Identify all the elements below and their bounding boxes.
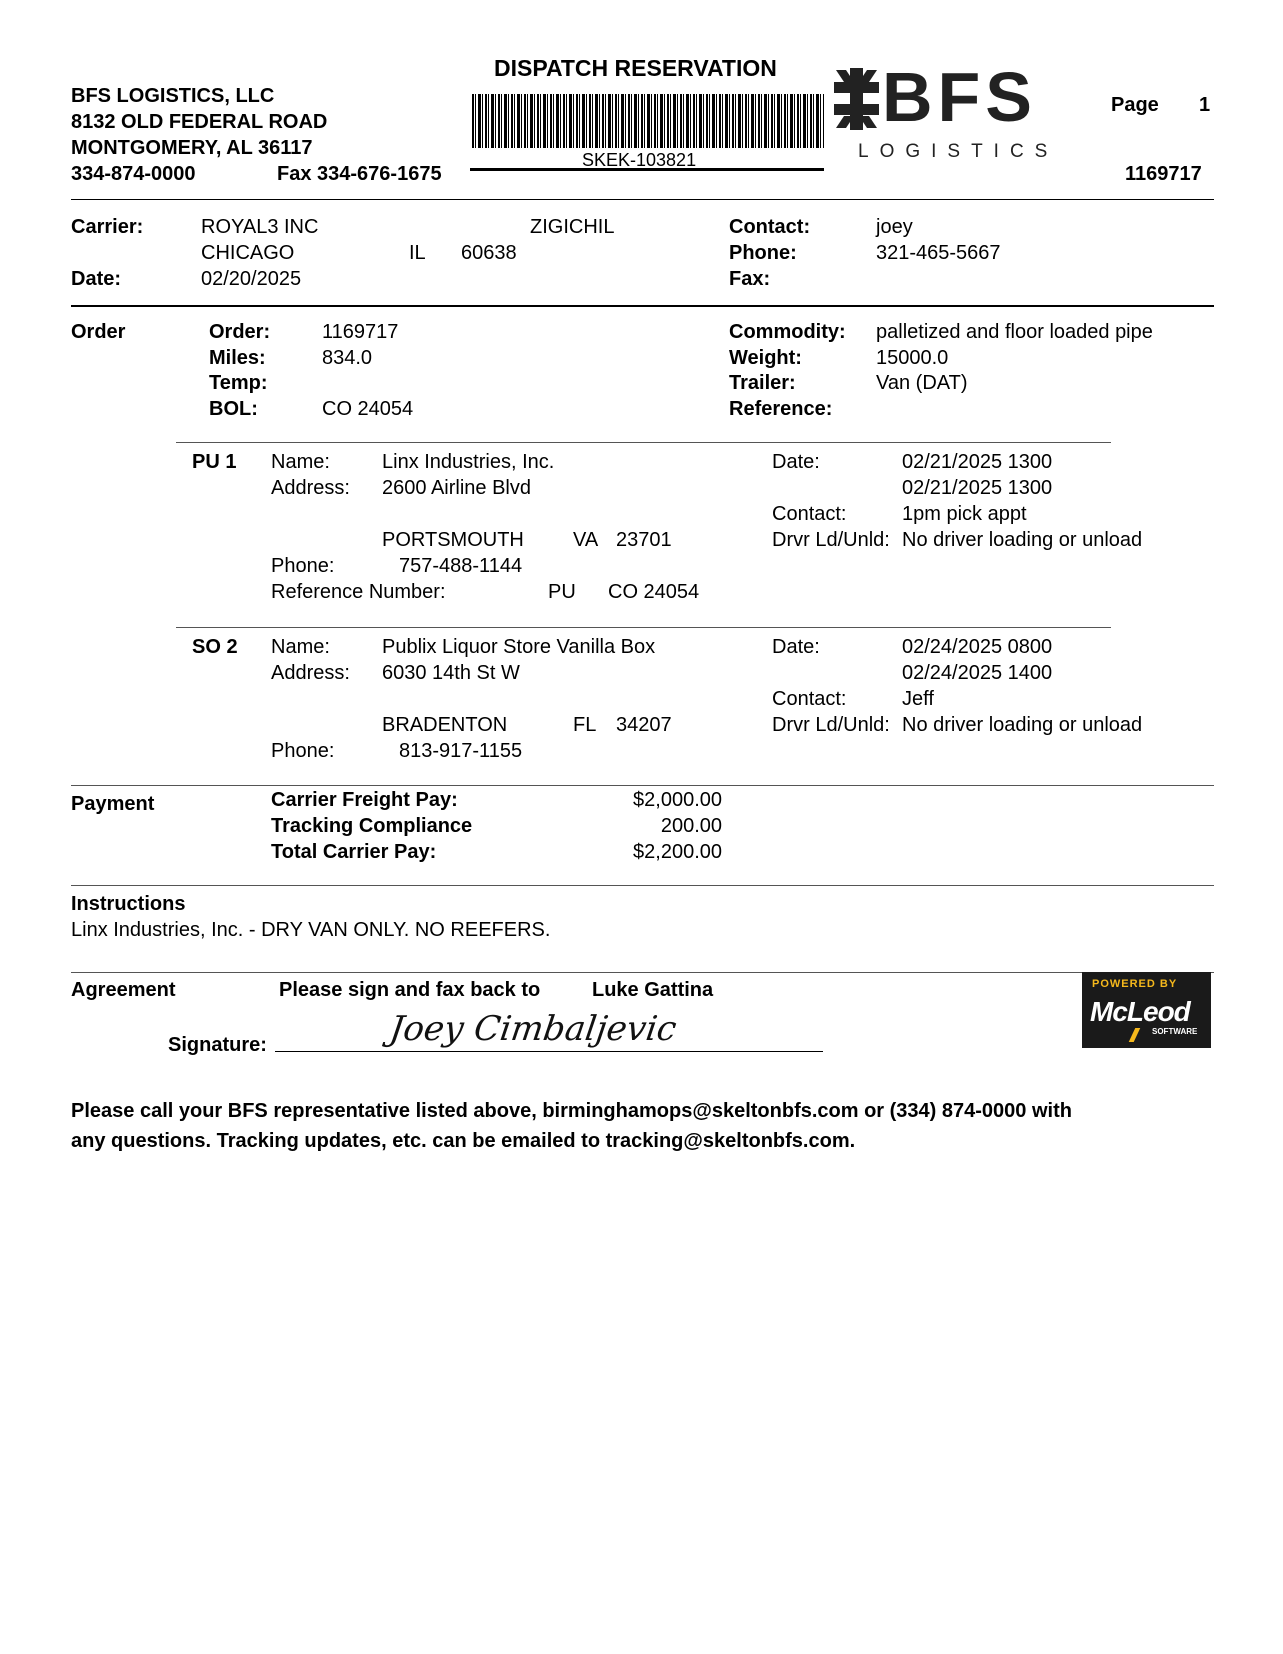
mcleod-badge <box>1082 972 1211 1048</box>
instructions-text: Linx Industries, Inc. - DRY VAN ONLY. NO REEFERS. <box>71 919 551 941</box>
stop-contact-label: Contact: <box>772 503 847 525</box>
carrier-state: IL <box>409 242 426 264</box>
phone-label: Phone: <box>729 242 797 264</box>
payment-label: Tracking Compliance <box>271 815 473 837</box>
carrier-city: CHICAGO <box>201 242 295 264</box>
stop-zip: 23701 <box>616 529 672 551</box>
stop-state: FL <box>573 714 597 736</box>
stop-name-label: Name: <box>271 451 330 473</box>
payment-label: Carrier Freight Pay: <box>271 789 458 811</box>
stop-address: 6030 14th St W <box>382 662 520 684</box>
driver-load-value: No driver loading or unload <box>902 529 1143 551</box>
payment-value: $2,200.00 <box>633 841 722 863</box>
document-title: DISPATCH RESERVATION <box>494 55 777 81</box>
stop-date-from: 02/24/2025 0800 <box>902 636 1053 658</box>
stop-tag: SO 2 <box>192 636 238 658</box>
sign-instructions: Please sign and fax back to <box>279 979 541 1001</box>
carrier-name: ROYAL3 INC <box>201 216 319 238</box>
payment-section-label: Payment <box>71 793 155 815</box>
stop-phone-label: Phone: <box>271 555 335 577</box>
divider <box>176 627 1111 628</box>
reference-value: CO 24054 <box>608 581 700 603</box>
commodity-label: Commodity: <box>729 321 846 343</box>
driver-load-label: Drvr Ld/Unld: <box>772 714 890 736</box>
stop-name: Linx Industries, Inc. <box>382 451 555 473</box>
stop-contact-label: Contact: <box>772 688 847 710</box>
stop-address-label: Address: <box>271 662 350 684</box>
divider <box>176 442 1111 443</box>
badge-main-text: McLeod <box>1090 996 1190 1027</box>
company-name: BFS LOGISTICS, LLC <box>71 85 275 107</box>
carrier-contact: joey <box>876 216 913 238</box>
divider <box>71 972 1214 973</box>
carrier-code: ZIGICHIL <box>530 216 615 238</box>
carrier-phone: 321-465-5667 <box>876 242 1001 264</box>
signature-line[interactable] <box>275 1051 823 1052</box>
stop-phone-label: Phone: <box>271 740 335 762</box>
contact-label: Contact: <box>729 216 811 238</box>
stop-phone: 757-488-1144 <box>399 555 523 577</box>
commodity-value: palletized and floor loaded pipe <box>876 321 1153 343</box>
date-label: Date: <box>71 268 122 290</box>
stop-date-to: 02/24/2025 1400 <box>902 662 1053 684</box>
instructions-section-label: Instructions <box>71 893 186 915</box>
fax-label: Fax: <box>729 268 771 290</box>
stop-date-to: 02/21/2025 1300 <box>902 477 1053 499</box>
stop-city: BRADENTON <box>382 714 508 736</box>
signature: Joey Cimbaljevic <box>387 1009 679 1049</box>
temp-label: Temp: <box>209 372 268 394</box>
stop-address-label: Address: <box>271 477 350 499</box>
driver-load-label: Drvr Ld/Unld: <box>772 529 890 551</box>
payment-value: $2,000.00 <box>633 789 722 811</box>
payment-value: 200.00 <box>660 815 722 837</box>
carrier-zip: 60638 <box>461 242 517 264</box>
trailer-value: Van (DAT) <box>876 372 968 394</box>
stop-contact: Jeff <box>902 688 934 710</box>
stop-state: VA <box>573 529 599 551</box>
barcode <box>472 94 824 148</box>
stop-contact: 1pm pick appt <box>902 503 1027 525</box>
miles-value: 834.0 <box>322 347 373 369</box>
badge-sub-text: SOFTWARE <box>1152 1027 1198 1036</box>
logo-sub-text: LOGISTICS <box>858 141 1059 162</box>
stop-address: 2600 Airline Blvd <box>382 477 531 499</box>
stop-date-from: 02/21/2025 1300 <box>902 451 1053 473</box>
barcode-text: SKEK-103821 <box>582 150 697 170</box>
stop-date-label: Date: <box>772 451 820 473</box>
agreement-section-label: Agreement <box>71 979 176 1001</box>
order-label: Order: <box>209 321 271 343</box>
company-phone: 334-874-0000 <box>71 163 196 185</box>
payment-label: Total Carrier Pay: <box>271 841 437 863</box>
bol-value: CO 24054 <box>322 398 414 420</box>
badge-accent <box>1129 1028 1141 1042</box>
divider <box>71 785 1214 786</box>
driver-load-value: No driver loading or unload <box>902 714 1143 736</box>
carrier-date: 02/20/2025 <box>201 268 302 290</box>
company-city: MONTGOMERY, AL 36117 <box>71 137 313 159</box>
company-street: 8132 OLD FEDERAL ROAD <box>71 111 328 133</box>
divider <box>71 305 1214 307</box>
reference-number-label: Reference Number: <box>271 581 446 603</box>
stop-name: Publix Liquor Store Vanilla Box <box>382 636 656 658</box>
stop-phone: 813-917-1155 <box>399 740 523 762</box>
order-reference: 1169717 <box>1125 163 1202 185</box>
footer-line-2: any questions. Tracking updates, etc. can be emailed to tracking@skeltonbfs.com. <box>71 1130 856 1152</box>
badge-top-text: POWERED BY <box>1092 978 1178 990</box>
reference-type: PU <box>548 581 576 603</box>
weight-value: 15000.0 <box>876 347 949 369</box>
barcode-underline <box>470 168 824 171</box>
logo-main-text: BFS <box>882 58 1037 136</box>
miles-label: Miles: <box>209 347 266 369</box>
reference-label: Reference: <box>729 398 833 420</box>
divider <box>71 199 1214 200</box>
weight-label: Weight: <box>729 347 802 369</box>
trailer-label: Trailer: <box>729 372 796 394</box>
stop-city: PORTSMOUTH <box>382 529 524 551</box>
stop-zip: 34207 <box>616 714 672 736</box>
stop-name-label: Name: <box>271 636 330 658</box>
signature-label: Signature: <box>168 1034 267 1056</box>
order-section-label: Order <box>71 321 126 343</box>
footer-line-1: Please call your BFS representative listed above, birminghamops@skeltonbfs.com or (334) 874-0000 with <box>71 1100 1072 1122</box>
bfs-logo-icon <box>834 68 879 130</box>
representative-name: Luke Gattina <box>592 979 714 1001</box>
page-label: Page <box>1111 94 1159 116</box>
divider <box>71 885 1214 886</box>
company-fax: Fax 334-676-1675 <box>277 163 442 185</box>
stop-date-label: Date: <box>772 636 820 658</box>
stop-tag: PU 1 <box>192 451 237 473</box>
bol-label: BOL: <box>209 398 258 420</box>
order-number: 1169717 <box>322 321 399 343</box>
carrier-label: Carrier: <box>71 216 144 238</box>
page-number: 1 <box>1199 94 1211 116</box>
